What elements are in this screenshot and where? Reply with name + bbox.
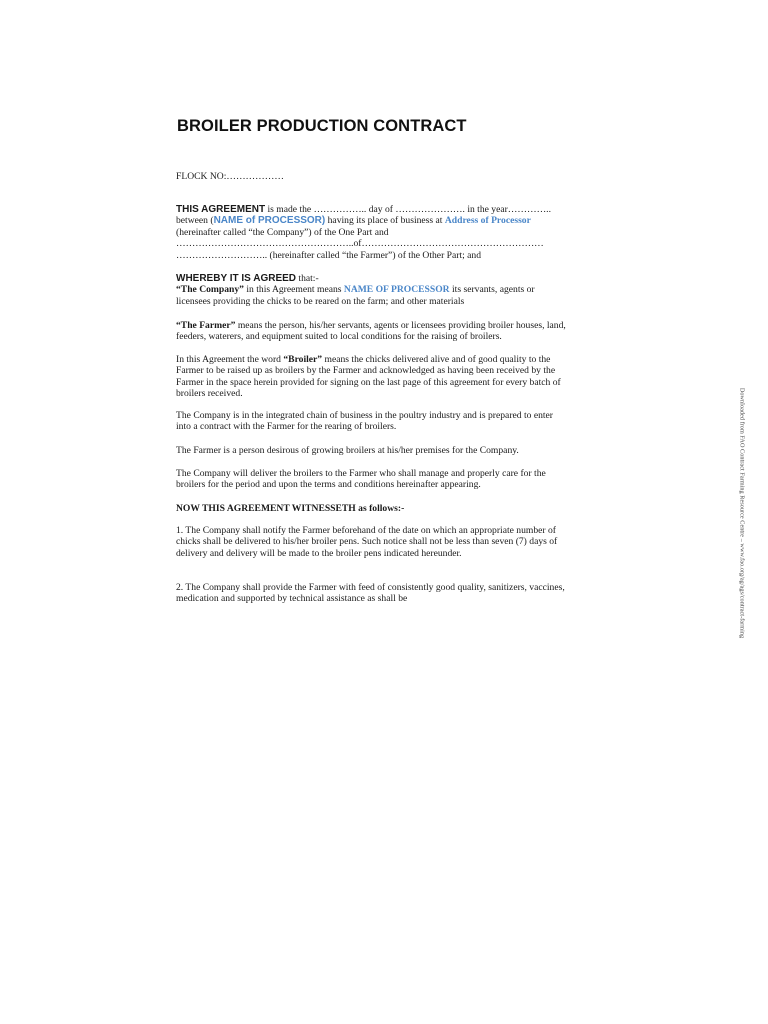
whereby-lead: WHEREBY IT IS AGREED <box>176 273 297 284</box>
company-definition-line-2: licensees providing the chicks to be reared on the farm; and other materials <box>176 295 465 307</box>
company-paragraph: The Company is in the integrated chain of business in the poultry industry and is prepared to enter into a contract with the Farmer for the rearing of broilers. <box>176 410 553 433</box>
processor-name-placeholder: NAME of PROCESSOR) <box>213 215 326 227</box>
company-term: “The Company” <box>176 284 244 296</box>
agreement-line-2: between (NAME of PROCESSOR) having its place of business at Address of Processor <box>176 215 531 227</box>
document-page: BROILER PRODUCTION CONTRACT FLOCK NO:……………… THIS AGREEMENT is made the …………….. day of …………………. in the year………….. between (NAME of PROCESSOR) having its place of business at Address of Processor (hereinafter called “the Company”) of the One Part and ………………………………………………..of………………………………………………… ……………………….. (hereinafter called “the Farmer”) of the Other Part; and WHEREBY IT IS AGREED that:- “The Company” in this Agreement means NAME OF PROCESSOR its servants, agents or licensees providing the chicks to be reared on the farm; and other materials “The Farmer” means the person, his/her servants, agents or licensees providing broiler houses, land, feeders, waterers, and equipment suited to local conditions for the raising of broilers. In this Agreement the word “Broiler” means the chicks delivered alive and of good quality to the Farmer to be raised up as broilers by the Farmer and acknowledged as having been received by the Farmer in the space herein provided for signing on the last page of this agreement for every batch of broilers received. The Company is in the integrated chain of business in the poultry industry and is prepared to enter into a contract with the Farmer for the rearing of broilers. The Farmer is a person desirous of growing broilers at his/her premises for the Company. The Company will deliver the broilers to the Farmer who shall manage and properly care for the broilers for the period and upon the terms and conditions hereinafter appearing. NOW THIS AGREEMENT WITNESSETH as follows:- 1. The Company shall notify the Farmer beforehand of the date on which an appropriate number of chicks shall be delivered to his/her broiler pens. Such notice shall not be less than seven (7) days of delivery and delivery will be made to the broiler pens indicated hereunder. 2. The Company shall provide the Farmer with feed of consistently good quality, sanitizers, vaccines, medication and supported by technical assistance as shall be Downloaded from FAO Contract Farming Resource Centre – www.fao.org/ag/ags/contract-farming <box>0 0 768 1024</box>
agreement-lead: THIS AGREEMENT <box>176 204 266 215</box>
company-name-placeholder: NAME OF PROCESSOR <box>343 284 450 296</box>
agreement-line-1: THIS AGREEMENT is made the …………….. day of …………………. in the year………….. <box>176 204 551 215</box>
document-title: BROILER PRODUCTION CONTRACT <box>177 117 467 135</box>
farmer-paragraph: The Farmer is a person desirous of growing broilers at his/her premises for the Company. <box>176 445 519 456</box>
farmer-term: “The Farmer” <box>176 320 236 331</box>
clause-1: 1. The Company shall notify the Farmer beforehand of the date on which an appropriate number of chicks shall be delivered to his/her broiler pens. Such notice shall not be less than seven (7) days of delivery and delivery will be made to the broiler pens indicated hereunder. <box>176 525 558 559</box>
flock-number-line: FLOCK NO:……………… <box>176 171 284 182</box>
whereby-line-1: WHEREBY IT IS AGREED that:- <box>176 273 319 284</box>
clause-2: 2. The Company shall provide the Farmer with feed of consistently good quality, sanitizers, vaccines, medication and supported by technical assistance as shall be <box>176 582 565 605</box>
whereby-paragraph <box>176 273 610 307</box>
agreement-line-3: (hereinafter called “the Company”) of the One Part and <box>176 226 389 238</box>
farmer-definition-paragraph: “The Farmer” means the person, his/her servants, agents or licensees providing broiler houses, land, feeders, waterers, and equipment suited to local conditions for the raising of broilers. <box>176 320 566 343</box>
broiler-term: “Broiler” <box>283 354 323 365</box>
agreement-line-4: ………………………………………………..of………………………………………………… <box>176 238 544 250</box>
processor-address-placeholder: Address of Processor <box>444 215 531 227</box>
agreement-paragraph <box>176 204 610 261</box>
witnesseth-heading: NOW THIS AGREEMENT WITNESSETH as follows:- <box>176 503 405 514</box>
delivery-paragraph: The Company will deliver the broilers to the Farmer who shall manage and properly care for the broilers for the period and upon the terms and conditions hereinafter appearing. <box>176 468 546 491</box>
broiler-definition-paragraph: In this Agreement the word “Broiler” means the chicks delivered alive and of good quality to the Farmer to be raised up as broilers by the Farmer and acknowledged as having been received by the Farmer in the space herein provided for signing on the last page of this agreement for every batch of broilers received. <box>176 354 561 400</box>
company-definition-line-1: “The Company” in this Agreement means NAME OF PROCESSOR its servants, agents or <box>176 284 535 296</box>
agreement-line-5: ……………………….. (hereinafter called “the Farmer”) of the Other Part; and <box>176 249 482 261</box>
